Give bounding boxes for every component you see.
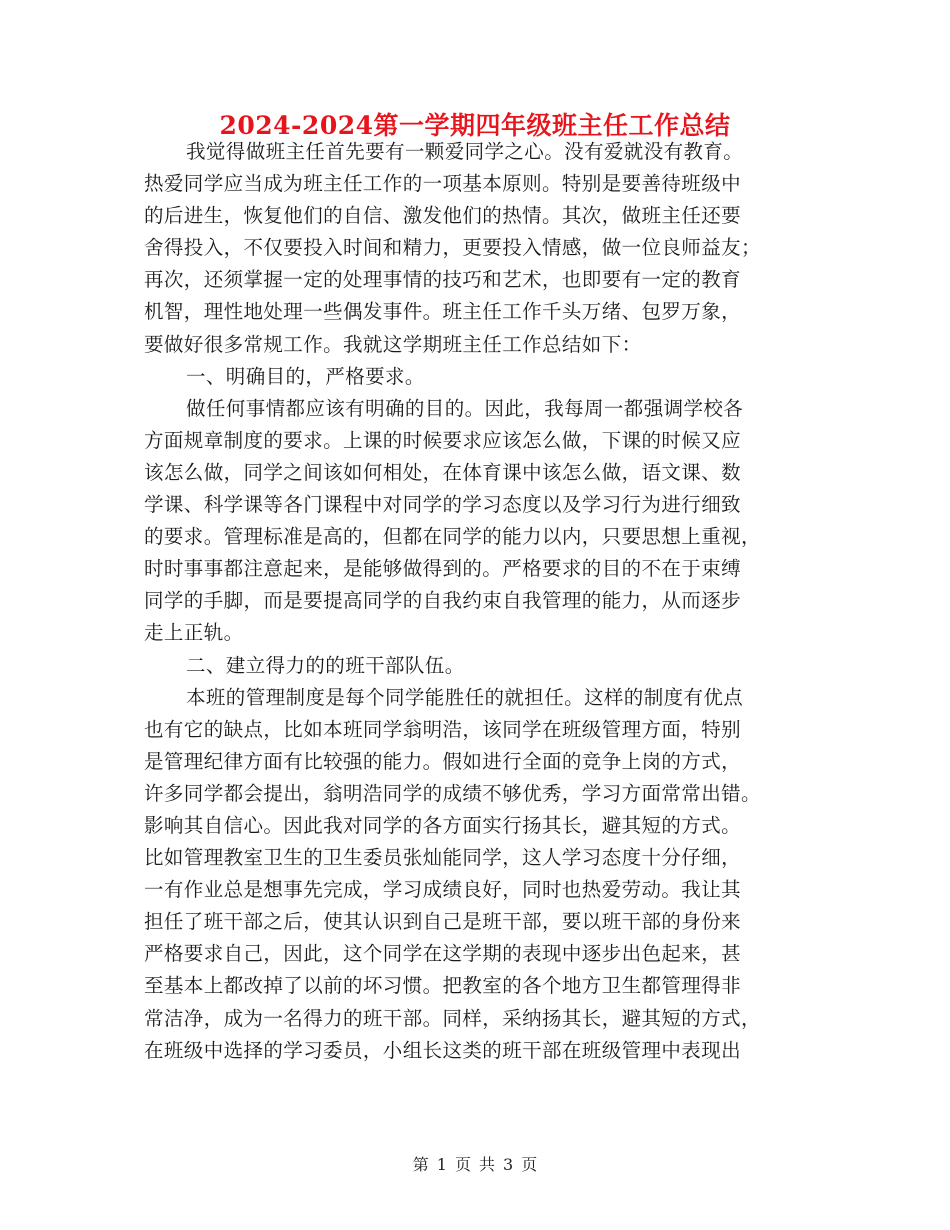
document-body — [144, 136, 804, 1067]
footer-total-pages: 3 — [503, 1155, 514, 1174]
paragraph-line: 学课、科学课等各门课程中对同学的学习态度以及学习行为进行细致 — [144, 493, 742, 517]
paragraph-line: 我觉得做班主任首先要有一颗爱同学之心。没有爱就没有教育。 — [186, 140, 744, 163]
section-heading: 二、建立得力的的班干部队伍。 — [186, 653, 465, 677]
paragraph-line: 至基本上都改掉了以前的坏习惯。把教室的各个地方卫生都管理得非 — [144, 974, 742, 998]
paragraph-line: 同学的手脚，而是要提高同学的自我约束自我管理的能力，从而逐步 — [144, 589, 742, 613]
paragraph-line: 本班的管理制度是每个同学能胜任的就担任。这样的制度有优点 — [186, 685, 744, 709]
section-heading: 一、明确目的，严格要求。 — [186, 364, 425, 388]
paragraph-line: 热爱同学应当成为班主任工作的一项基本原则。特别是要善待班级中 — [144, 172, 742, 196]
paragraph-line: 舍得投入，不仅要投入时间和精力，更要投入情感，做一位良师益友； — [144, 236, 761, 260]
paragraph-line: 严格要求自己，因此，这个同学在这学期的表现中逐步出色起来，甚 — [144, 942, 742, 966]
footer-page-prefix: 第 — [412, 1155, 429, 1174]
paragraph-line: 在班级中选择的学习委员，小组长这类的班干部在班级管理中表现出 — [144, 1038, 742, 1062]
paragraph-line: 要做好很多常规工作。我就这学期班主任工作总结如下： — [144, 332, 642, 356]
page-footer — [0, 1152, 950, 1175]
paragraph-line: 的后进生，恢复他们的自信、激发他们的热情。其次，做班主任还要 — [144, 204, 742, 228]
paragraph-line: 机智，理性地处理一些偶发事件。班主任工作千头万绪、包罗万象， — [144, 300, 742, 324]
paragraph-line: 走上正轨。 — [144, 621, 244, 645]
paragraph-line: 是管理纪律方面有比较强的能力。假如进行全面的竞争上岗的方式， — [144, 749, 742, 773]
paragraph-line: 做任何事情都应该有明确的目的。因此，我每周一都强调学校各 — [186, 396, 744, 420]
paragraph-line: 一有作业总是想事先完成，学习成绩良好，同时也热爱劳动。我让其 — [144, 878, 742, 902]
paragraph-line: 也有它的缺点，比如本班同学翁明浩，该同学在班级管理方面，特别 — [144, 717, 742, 741]
paragraph-line: 担任了班干部之后，使其认识到自己是班干部，要以班干部的身份来 — [144, 910, 742, 934]
footer-page-number: 1 — [436, 1155, 447, 1174]
paragraph-line: 影响其自信心。因此我对同学的各方面实行扬其长，避其短的方式。 — [144, 813, 742, 837]
footer-page-mid: 页 — [454, 1155, 471, 1174]
footer-page-suffix: 页 — [521, 1155, 538, 1174]
footer-total-prefix: 共 — [479, 1155, 496, 1174]
paragraph-line: 的要求。管理标准是高的，但都在同学的能力以内，只要思想上重视， — [144, 525, 761, 549]
paragraph-line: 该怎么做，同学之间该如何相处，在体育课中该怎么做，语文课、数 — [144, 460, 742, 484]
paragraph-line: 常洁净，成为一名得力的班干部。同样，采纳扬其长，避其短的方式， — [144, 1006, 761, 1030]
paragraph-line: 方面规章制度的要求。上课的时候要求应该怎么做，下课的时候又应 — [144, 428, 742, 452]
paragraph-line: 再次，还须掌握一定的处理事情的技巧和艺术，也即要有一定的教育 — [144, 268, 742, 292]
paragraph-line: 时时事事都注意起来，是能够做得到的。严格要求的目的不在于束缚 — [144, 557, 742, 581]
paragraph-line: 比如管理教室卫生的卫生委员张灿能同学，这人学习态度十分仔细， — [144, 846, 742, 870]
document-title: 2024-2024第一学期四年级班主任工作总结 — [219, 111, 731, 140]
paragraph-line: 许多同学都会提出，翁明浩同学的成绩不够优秀，学习方面常常出错。 — [144, 781, 761, 805]
